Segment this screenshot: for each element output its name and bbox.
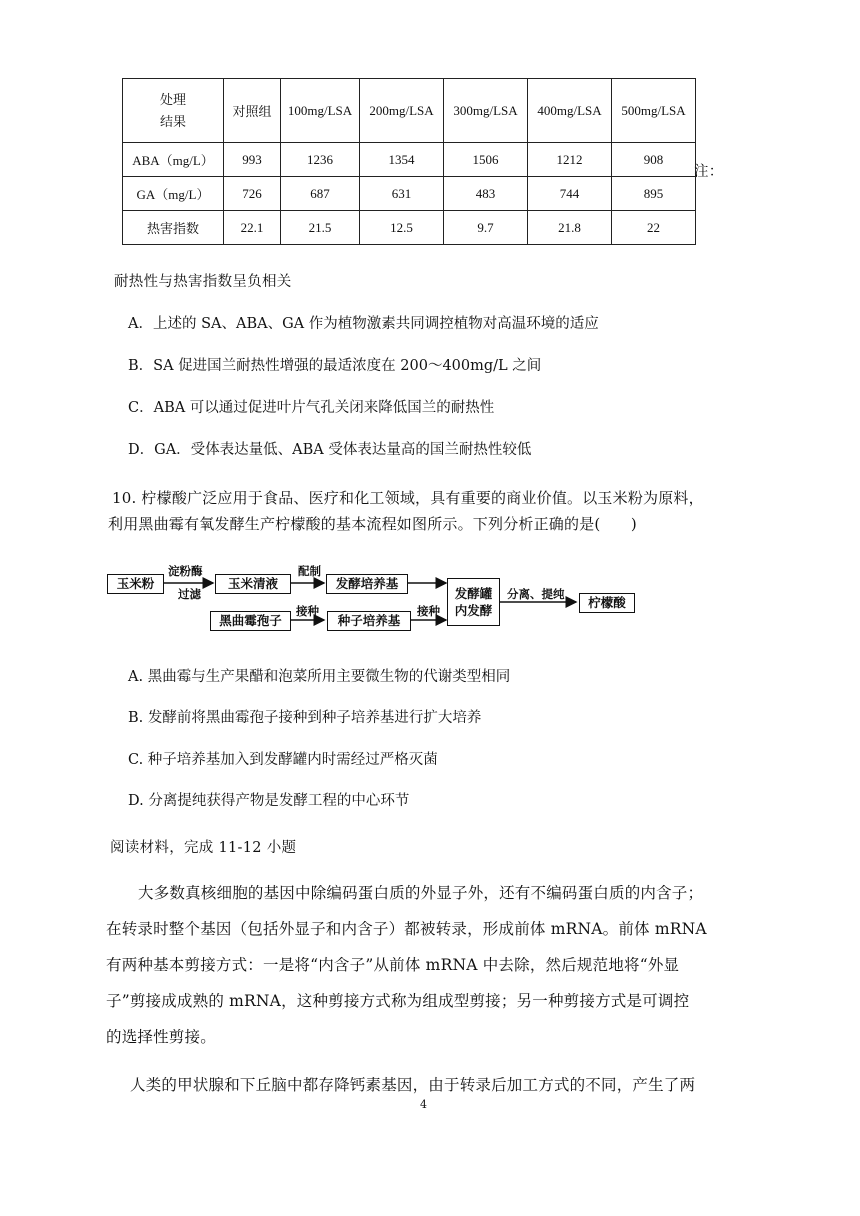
q9-option-b: B．SA 促进国兰耐热性增强的最适浓度在 200～400mg/L 之间 <box>128 358 542 374</box>
flow-box-seed-medium: 种子培养基 <box>327 611 411 631</box>
table-cell: 895 <box>612 177 696 211</box>
row-label: ABA（mg/L） <box>123 143 224 177</box>
paragraph2-line: 人类的甲状腺和下丘脑中都存降钙素基因，由于转录后加工方式的不同，产生了两 <box>130 1076 696 1094</box>
table-cell: 726 <box>224 177 281 211</box>
table-cell: 1236 <box>281 143 360 177</box>
q9-option-d: D．GA．受体表达量低、ABA 受体表达量高的国兰耐热性较低 <box>128 442 532 458</box>
flow-label-amylase: 淀粉酶 <box>168 564 203 578</box>
row-label: GA（mg/L） <box>123 177 224 211</box>
column-header: 100mg/LSA <box>281 79 360 143</box>
table-cell: 21.5 <box>281 211 360 245</box>
paragraph1-line: 的选择性剪接。 <box>106 1028 216 1046</box>
table-cell: 631 <box>360 177 444 211</box>
q10-stem-line1: 10. 柠檬酸广泛应用于食品、医疗和化工领域，具有重要的商业价值。以玉米粉为原料， <box>112 489 704 507</box>
table-cell: 1212 <box>528 143 612 177</box>
fermenter-label-line2: 内发酵 <box>454 603 493 618</box>
table-cell: 9.7 <box>444 211 528 245</box>
corner-bottom-label: 结果 <box>159 113 186 129</box>
q10-option-b: B. 发酵前将黑曲霉孢子接种到种子培养基进行扩大培养 <box>128 710 482 726</box>
table-cell: 744 <box>528 177 612 211</box>
note-line: 耐热性与热害指数呈负相关 <box>114 274 292 290</box>
table-cell: 22 <box>612 211 696 245</box>
q10-option-c: C. 种子培养基加入到发酵罐内时需经过严格灭菌 <box>128 752 438 768</box>
table-cell: 1354 <box>360 143 444 177</box>
paragraph1-line: 子”剪接成成熟的 mRNA，这种剪接方式称为组成型剪接；另一种剪接方式是可调控 <box>106 992 690 1010</box>
column-header: 300mg/LSA <box>444 79 528 143</box>
paragraph1-line: 有两种基本剪接方式：一是将“内含子”从前体 mRNA 中去除，然后规范地将“外显 <box>106 956 680 974</box>
table-cell: 22.1 <box>224 211 281 245</box>
flow-label-inoculate: 接种 <box>417 604 440 618</box>
paragraph1-line: 在转录时整个基因（包括外显子和内含子）都被转录，形成前体 mRNA。前体 mRNA <box>106 920 707 938</box>
column-header: 400mg/LSA <box>528 79 612 143</box>
flow-box-corn-powder: 玉米粉 <box>107 574 164 594</box>
flow-box-spores: 黑曲霉孢子 <box>210 611 291 631</box>
flow-label-inoculate: 接种 <box>296 604 319 618</box>
q10-option-a: A. 黑曲霉与生产果醋和泡菜所用主要微生物的代谢类型相同 <box>128 669 511 685</box>
flow-label-separate-purify: 分离、提纯 <box>507 587 565 601</box>
table-cell: 687 <box>281 177 360 211</box>
flow-label-filter: 过滤 <box>178 587 201 601</box>
column-header: 500mg/LSA <box>612 79 696 143</box>
fermenter-label-line1: 发酵罐 <box>454 586 493 601</box>
flow-box-fermenter <box>447 578 500 626</box>
q9-option-a: A．上述的 SA、ABA、GA 作为植物激素共同调控植物对高温环境的适应 <box>128 316 599 332</box>
flow-box-corn-liquid: 玉米清液 <box>215 574 291 594</box>
table-cell: 12.5 <box>360 211 444 245</box>
q10-stem-line2: 利用黑曲霉有氧发酵生产柠檬酸的基本流程如图所示。下列分析正确的是( ) <box>108 515 637 533</box>
column-header: 对照组 <box>224 79 281 143</box>
corner-top-label: 处理 <box>159 91 186 107</box>
reading-title: 阅读材料，完成 11-12 小题 <box>110 840 297 856</box>
table-cell: 483 <box>444 177 528 211</box>
table-note-label: 注： <box>694 164 724 180</box>
table-cell: 908 <box>612 143 696 177</box>
paragraph1-line: 大多数真核细胞的基因中除编码蛋白质的外显子外，还有不编码蛋白质的内含子； <box>138 884 704 902</box>
column-header: 200mg/LSA <box>360 79 444 143</box>
page-number: 4 <box>420 1098 427 1111</box>
flow-box-citric-acid: 柠檬酸 <box>579 593 635 613</box>
flow-label-prepare: 配制 <box>298 564 321 578</box>
q9-option-c: C．ABA 可以通过促进叶片气孔关闭来降低国兰的耐热性 <box>128 400 495 416</box>
table-cell: 21.8 <box>528 211 612 245</box>
table-cell: 993 <box>224 143 281 177</box>
row-label: 热害指数 <box>123 211 224 245</box>
q10-option-d: D. 分离提纯获得产物是发酵工程的中心环节 <box>128 793 410 809</box>
table-cell: 1506 <box>444 143 528 177</box>
flow-box-ferment-medium: 发酵培养基 <box>326 574 408 594</box>
